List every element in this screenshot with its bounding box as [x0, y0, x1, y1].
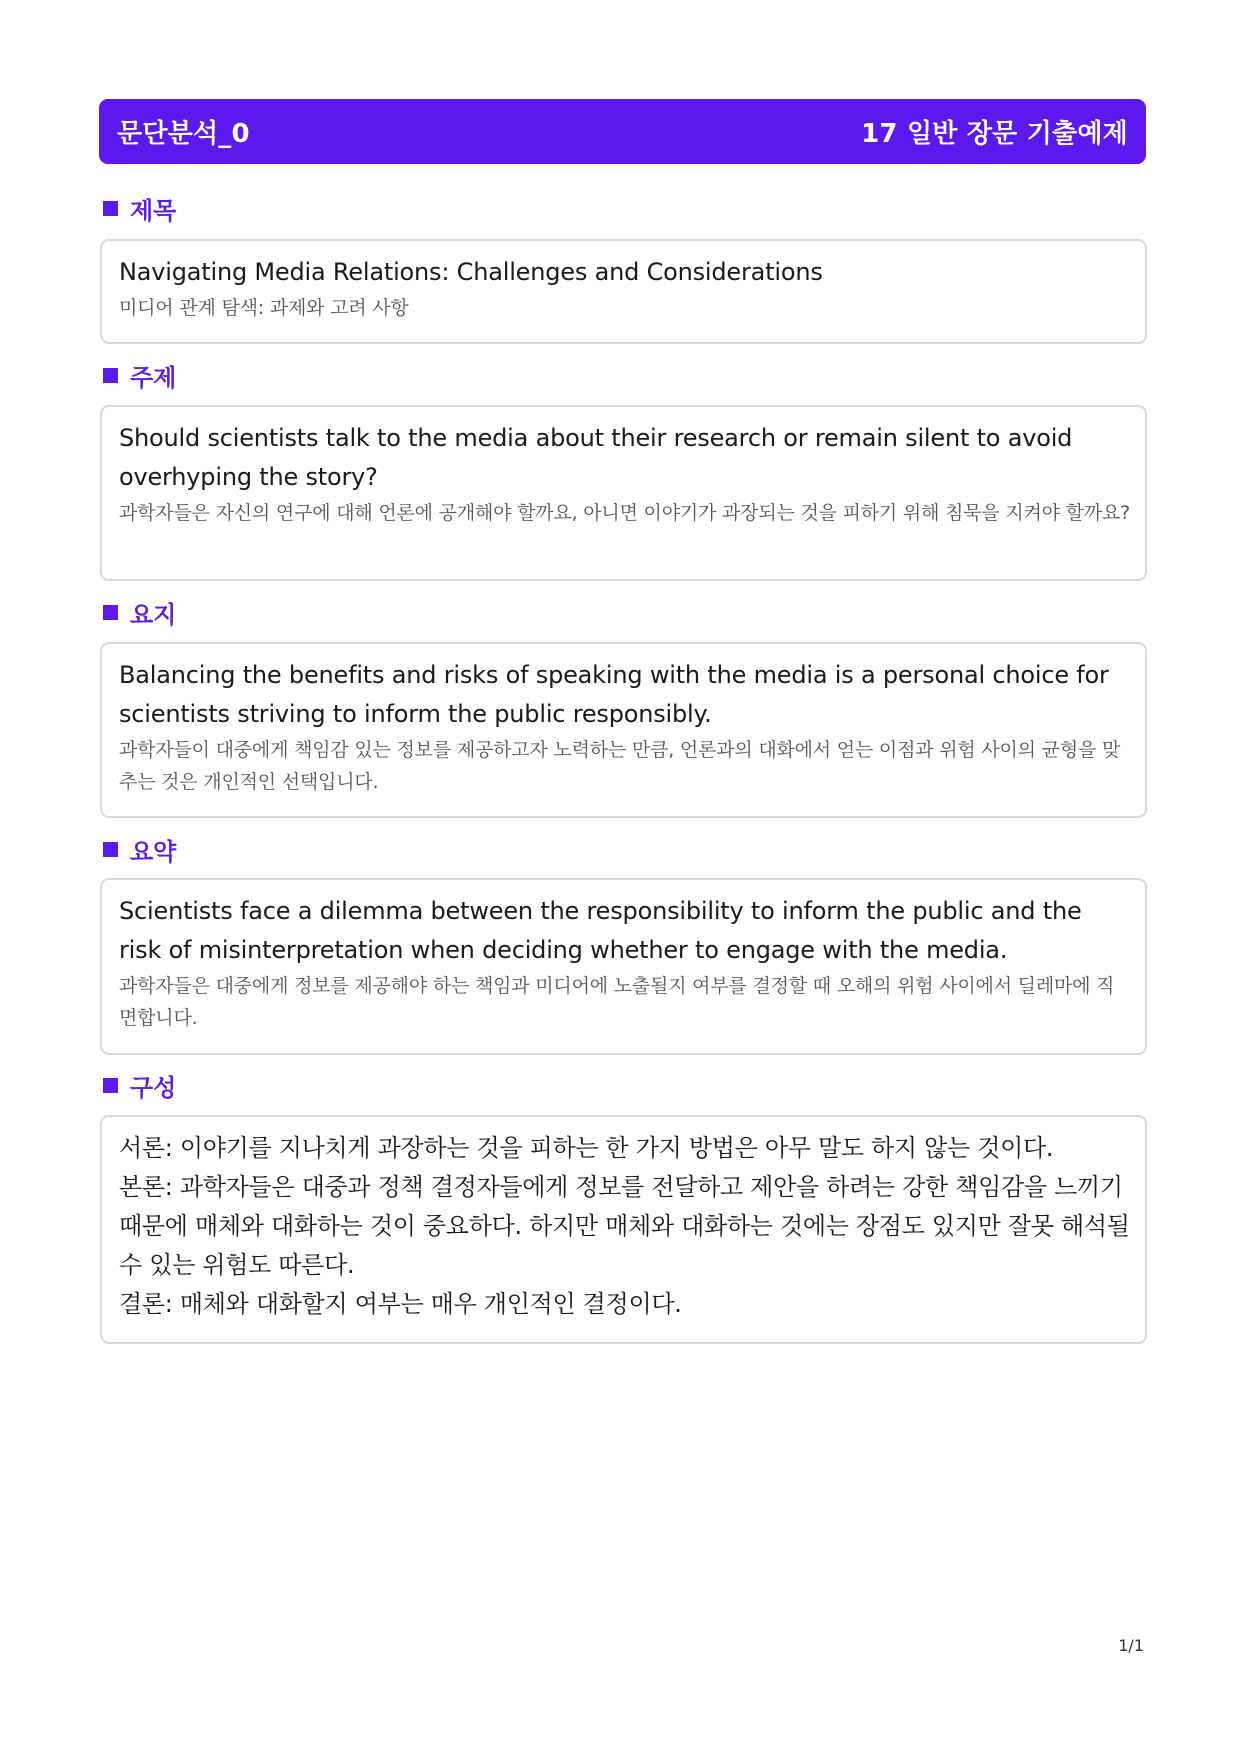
section-heading-structure: [103, 1070, 176, 1100]
section-heading-label: 요약: [130, 837, 177, 866]
square-bullet-icon: [103, 605, 118, 620]
topic-korean: 과학자들은 자신의 연구에 대해 언론에 공개해야 할까요, 아니면 이야기가 과장되는 것을 피하기 위해 침묵을 지켜야 할까요?: [119, 502, 1131, 524]
structure-conclusion: 결론: 매체와 대화할지 여부는 매우 개인적인 결정이다.: [119, 1290, 682, 1318]
title-korean: 미디어 관계 탐색: 과제와 고려 사항: [119, 297, 409, 319]
section-heading-summary: [103, 834, 176, 864]
summary-korean: 과학자들은 대중에게 정보를 제공해야 하는 책임과 미디어에 노출될지 여부를 결정할 때 오해의 위험 사이에서 딜레마에 직면합니다.: [119, 975, 1115, 1029]
section-heading-topic: [103, 360, 176, 390]
gist-english: Balancing the benefits and risks of speaking with the media is a personal choice for scientists striving to inform the public responsibly.: [119, 661, 1109, 728]
section-heading-label: 요지: [130, 600, 177, 629]
title-box: [100, 239, 1147, 344]
summary-english: Scientists face a dilemma between the responsibility to inform the public and the risk of misinterpretation when deciding whether to engage with the media.: [119, 897, 1082, 964]
document-header: [99, 99, 1146, 164]
square-bullet-icon: [103, 201, 118, 216]
square-bullet-icon: [103, 368, 118, 383]
section-heading-label: 구성: [130, 1073, 177, 1102]
topic-english: Should scientists talk to the media about their research or remain silent to avoid overhyping the story?: [119, 424, 1073, 491]
document-label: 문단분석_0: [117, 119, 250, 149]
document-source: 17 일반 장문 기출예제: [861, 119, 1128, 149]
section-heading-gist: [103, 597, 176, 627]
square-bullet-icon: [103, 842, 118, 857]
section-heading-label: 주제: [130, 363, 177, 392]
summary-box: [100, 878, 1147, 1055]
square-bullet-icon: [103, 1078, 118, 1093]
title-english: Navigating Media Relations: Challenges and Considerations: [119, 258, 823, 286]
structure-introduction: 서론: 이야기를 지나치게 과장하는 것을 피하는 한 가지 방법은 아무 말도 하지 않는 것이다.: [119, 1134, 1054, 1162]
structure-box: [100, 1115, 1147, 1344]
structure-body: 본론: 과학자들은 대중과 정책 결정자들에게 정보를 전달하고 제안을 하려는 강한 책임감을 느끼기 때문에 매체와 대화하는 것이 중요하다. 하지만 매체와 대화하는 것에는 장점도 있지만 잘못 해석될 수 있는 위험도 따른다.: [119, 1173, 1130, 1279]
gist-korean: 과학자들이 대중에게 책임감 있는 정보를 제공하고자 노력하는 만큼, 언론과의 대화에서 얻는 이점과 위험 사이의 균형을 맞추는 것은 개인적인 선택입니다.: [119, 739, 1121, 793]
topic-box: [100, 405, 1147, 581]
page-number: 1/1: [1118, 1636, 1144, 1655]
section-heading-label: 제목: [130, 196, 177, 225]
section-heading-title: [103, 193, 176, 223]
gist-box: [100, 642, 1147, 818]
